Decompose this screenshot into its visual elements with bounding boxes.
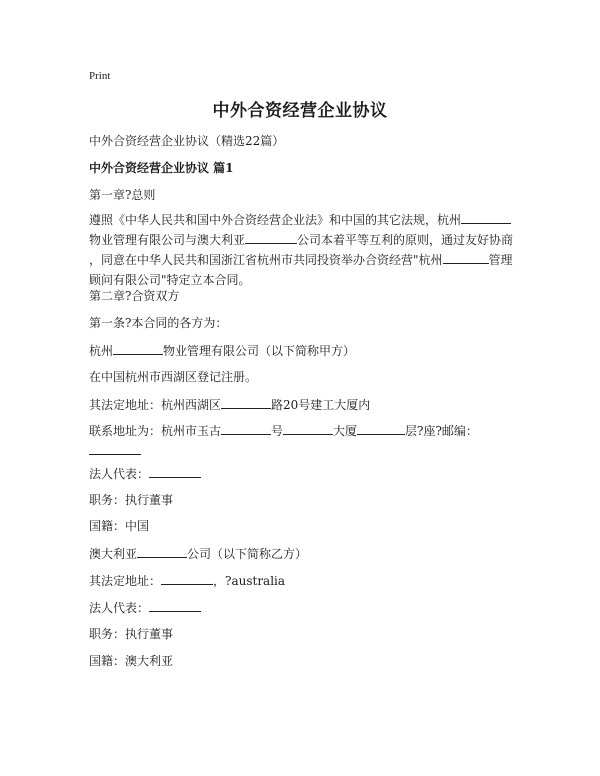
party-a-address-prefix: 其法定地址：杭州西湖区: [89, 398, 222, 412]
party-a-legal-rep: [89, 465, 514, 483]
party-b-address-suffix: ，?australia: [213, 574, 286, 588]
party-b-address-prefix: 其法定地址：: [89, 574, 162, 588]
party-a-contact-line-2: [89, 441, 514, 461]
intro-line-1: [89, 210, 514, 230]
intro-text-3a: ，同意在中华人民共和国浙江省杭州市共同投资举办合资经营"杭州: [89, 253, 443, 267]
intro-paragraph: [89, 210, 514, 290]
intro-text-2b: 公司本着平等互利的原则，通过友好协商: [297, 233, 514, 247]
section-title: 中外合资经营企业协议 篇1: [89, 161, 234, 175]
blank-field: [245, 231, 297, 244]
party-b-name-prefix: 澳大利亚: [89, 547, 138, 561]
blank-field: [443, 251, 489, 264]
blank-field: [89, 442, 141, 455]
chapter-2-heading: 第二章?合资双方: [89, 289, 180, 303]
contact-text-c: 大厦: [333, 424, 358, 438]
blank-field: [137, 545, 187, 558]
blank-field: [113, 342, 163, 355]
blank-field: [221, 422, 271, 435]
blank-field: [221, 396, 271, 409]
page-title: 中外合资经营企业协议: [212, 101, 388, 121]
intro-text-2a: 物业管理有限公司与澳大利亚: [89, 233, 246, 247]
party-a-name-prefix: 杭州: [89, 344, 114, 358]
blank-field: [149, 599, 201, 612]
party-b-name: [89, 545, 514, 563]
intro-line-2: [89, 230, 514, 250]
contact-text-a: 联系地址为：杭州市玉古: [89, 424, 222, 438]
article-1: 第一条?本合同的各方为：: [89, 316, 228, 330]
contact-text-b: 号: [271, 424, 284, 438]
party-a-position: 职务：执行董事: [89, 493, 174, 507]
blank-field: [149, 465, 201, 478]
party-a-nationality: 国籍：中国: [89, 519, 150, 533]
chapter-1-heading: 第一章?总则: [89, 188, 156, 202]
party-a-name: [89, 342, 514, 360]
party-b-legal-rep: [89, 599, 514, 617]
blank-field: [161, 572, 213, 585]
blank-field: [283, 422, 333, 435]
party-a-name-suffix: 物业管理有限公司（以下简称甲方）: [163, 344, 356, 358]
intro-text-4: 顾问有限公司"特定立本合同。: [89, 273, 251, 287]
intro-line-4: [89, 270, 514, 290]
document-subtitle: 中外合资经营企业协议（精选22篇）: [89, 134, 285, 148]
party-a-address-suffix: 路20号建工大厦内: [271, 398, 371, 412]
contact-text-d: 层?座?邮编：: [405, 424, 478, 438]
legal-rep-label: 法人代表：: [89, 601, 150, 615]
blank-field: [461, 211, 511, 224]
party-a-contact-line-1: [89, 421, 514, 441]
legal-rep-label: 法人代表：: [89, 467, 150, 481]
party-a-registered: 在中国杭州市西湖区登记注册。: [89, 370, 258, 384]
blank-field: [357, 422, 405, 435]
party-b-nationality: 国籍：澳大利亚: [89, 654, 174, 668]
party-b-address: [89, 572, 514, 590]
intro-text-1: 遵照《中华人民共和国中外合资经营企业法》和中国的其它法规，杭州: [89, 213, 462, 227]
party-a-contact: [89, 421, 514, 461]
party-b-position: 职务：执行董事: [89, 627, 174, 641]
party-b-name-suffix: 公司（以下简称乙方）: [187, 547, 308, 561]
party-a-address: [89, 396, 514, 414]
print-link[interactable]: Print: [89, 70, 111, 82]
intro-text-3b: 管理: [488, 253, 513, 267]
intro-line-3: [89, 250, 514, 270]
